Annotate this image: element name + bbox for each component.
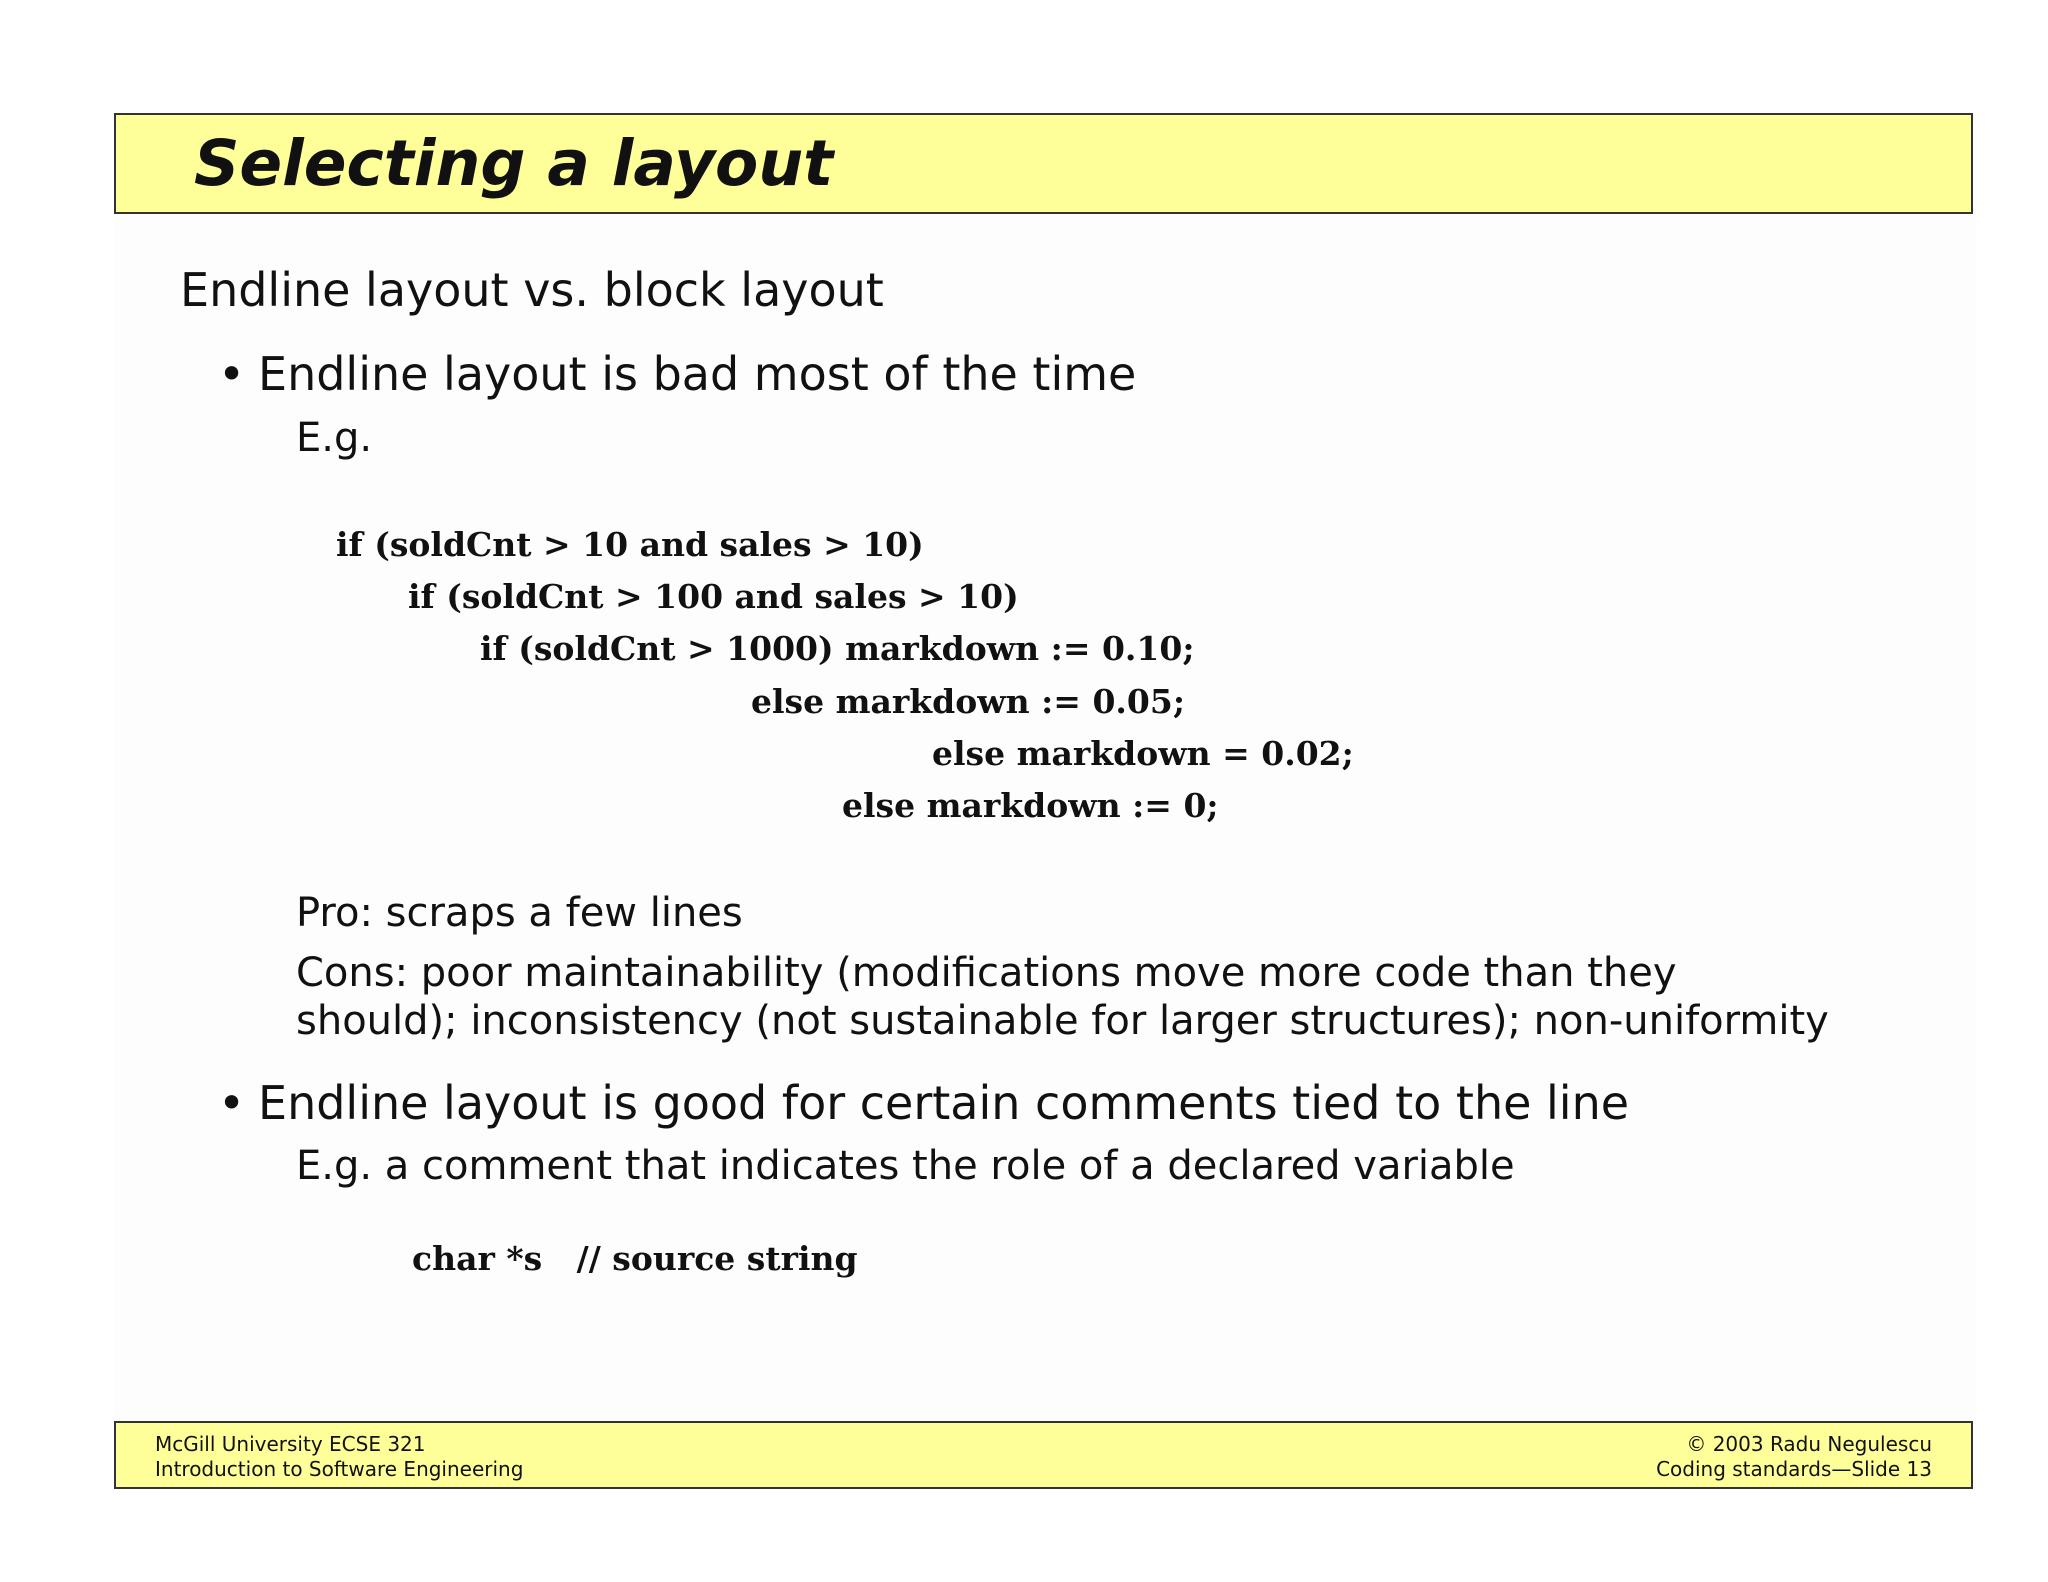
code-line: char *s // source string: [412, 1239, 858, 1278]
bullet-item-2: [218, 1075, 1629, 1131]
bullet-text: Endline layout is bad most of the time: [258, 347, 1137, 401]
bullet-text: Endline layout is good for certain comments tied to the line: [258, 1076, 1630, 1130]
code-line: else markdown := 0.05;: [751, 682, 1185, 721]
example-label: E.g.: [296, 415, 373, 461]
footer-copyright: © 2003 Radu Negulescu: [1686, 1432, 1932, 1456]
pro-text: Pro: scraps a few lines: [296, 890, 743, 936]
code-line: if (soldCnt > 1000) markdown := 0.10;: [480, 629, 1195, 668]
footer-slide-number: Coding standards—Slide 13: [1656, 1457, 1932, 1481]
bullet-dot: •: [218, 347, 246, 401]
slide-title: Selecting a layout: [194, 127, 834, 200]
cons-text-line-1: Cons: poor maintainability (modifications move more code than they: [296, 950, 1677, 996]
footer-right: [1656, 1432, 1932, 1482]
footer-course: Introduction to Software Engineering: [155, 1457, 524, 1481]
code-line: else markdown := 0;: [842, 786, 1219, 825]
section-heading: Endline layout vs. block layout: [180, 263, 884, 317]
example-label: E.g. a comment that indicates the role of a declared variable: [296, 1143, 1515, 1189]
footer-left: [155, 1432, 523, 1482]
code-line: else markdown = 0.02;: [932, 734, 1354, 773]
bullet-dot: •: [218, 1076, 246, 1130]
footer-institution: McGill University ECSE 321: [155, 1432, 426, 1456]
code-line: if (soldCnt > 10 and sales > 10): [336, 525, 924, 564]
title-bar: [114, 113, 1973, 214]
footer-bar: [114, 1421, 1973, 1489]
bullet-item-1: [218, 346, 1136, 402]
cons-text-line-2: should); inconsistency (not sustainable for larger structures); non-uniformity: [296, 998, 1829, 1044]
code-line: if (soldCnt > 100 and sales > 10): [408, 577, 1019, 616]
